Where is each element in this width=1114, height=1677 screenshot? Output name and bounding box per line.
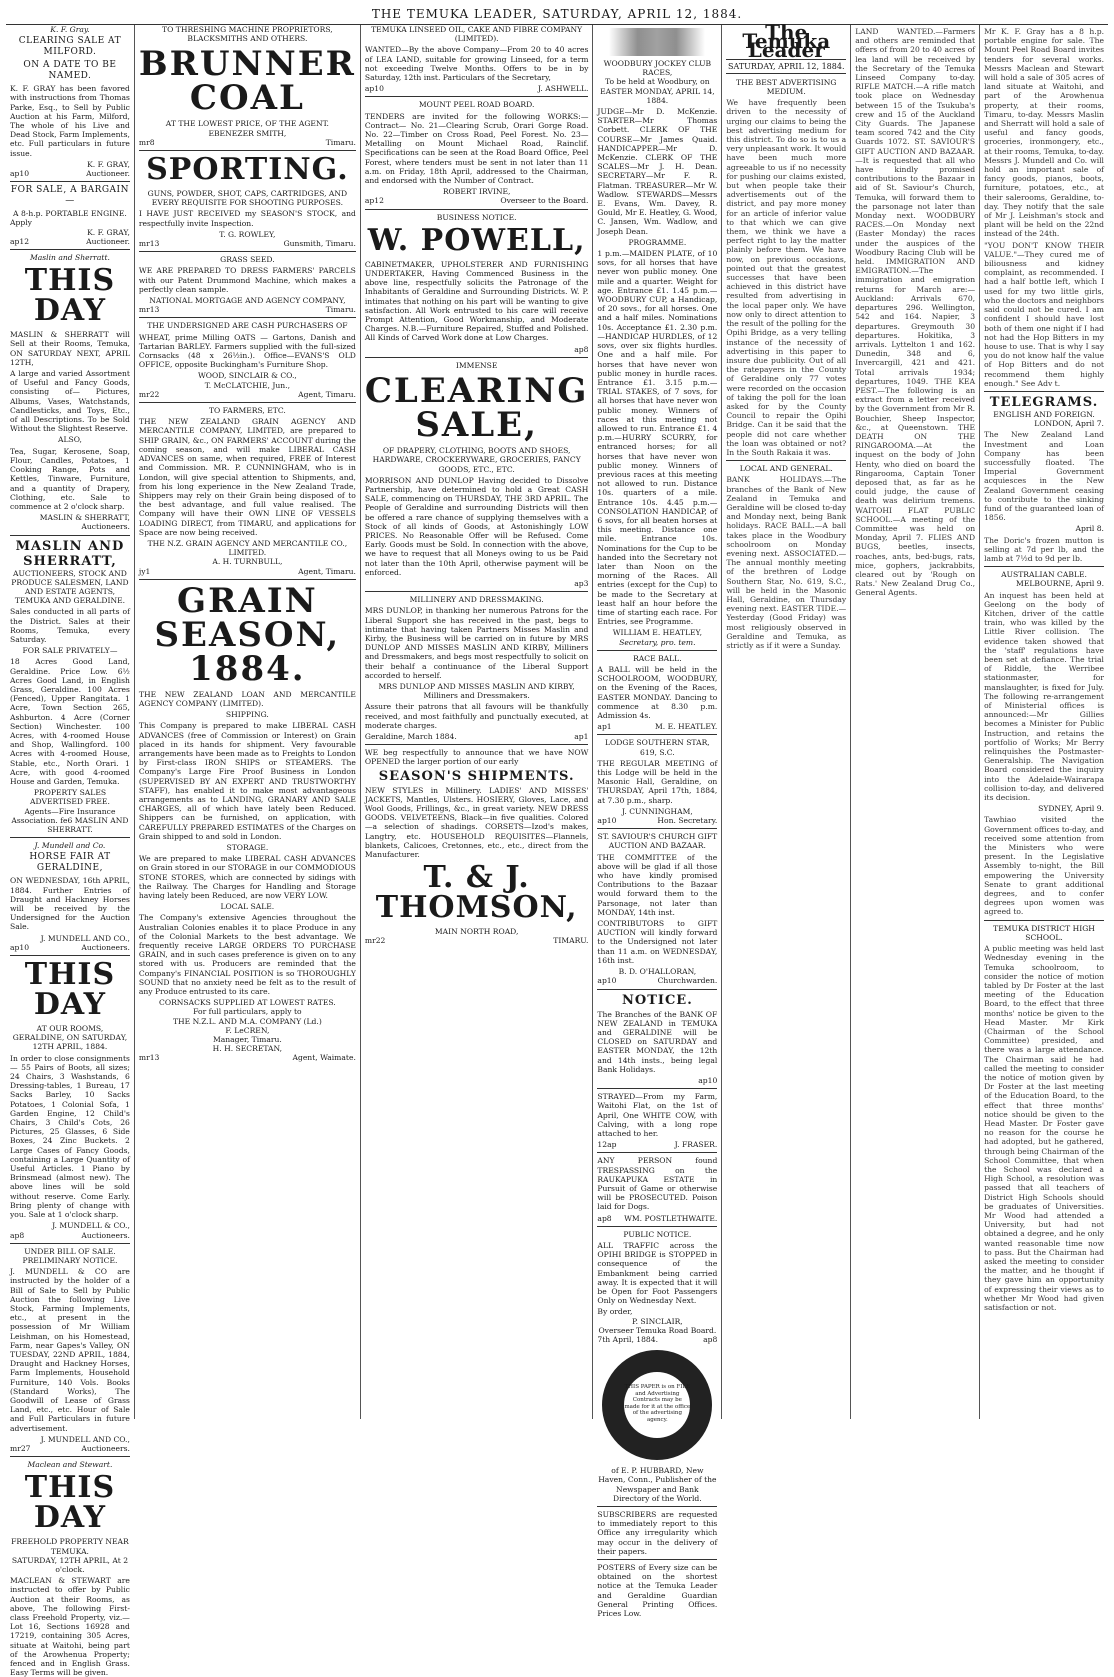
ad-signature: ROBERT IRVINE, <box>442 187 511 197</box>
ad-signature: NATIONAL MORTGAGE AND AGENCY COMPANY, <box>149 296 346 306</box>
ad-date: Geraldine, March 1884. <box>364 731 457 741</box>
ad-list: GUNS, POWDER, SHOT, CAPS, CARTRIDGES, AND EVERY REQUISITE FOR SHOOTING PURPOSES. <box>147 189 348 208</box>
ad-code: 12ap <box>597 1140 617 1150</box>
ad-for-sale: FOR SALE PRIVATELY— <box>22 646 118 656</box>
ad-headline: T. & J. THOMSON, <box>375 860 578 926</box>
ad-body: To be held at Woodbury, on EASTER MONDAY, APRIL 14, 1884. <box>600 77 715 105</box>
article-body: The New Zealand Land Investment and Loan Company has been successfully floated. The Imperial Government acquiesces in the New Zealand Government ceasing to contribute to the sinking fund of the guaranteed loan of 1856. <box>984 430 1104 523</box>
ad-code: ap1 <box>574 731 589 741</box>
ad-lead: MASLIN & SHERRATT will Sell at their Rooms, Temuka, ON SATURDAY NEXT, APRIL 12TH, <box>10 330 130 367</box>
ad-section: SHIPPING. <box>225 710 269 720</box>
ad-headline: CLEARING SALE, <box>364 371 589 446</box>
ad-signature: H. H. SECRETAN, <box>212 1044 283 1054</box>
ad-body: A BALL will be held in the SCHOOLROOM, WOODBURY, on the Evening of the Races, EASTER MONDAY. Dancing to commence at 8.30 p.m. Admission 4s. <box>597 665 718 721</box>
ad-body: We are prepared to make LIBERAL CASH ADVANCES on Grain stored in our STORAGE in our COMMODIOUS STONE STORES, which are connected by sidings with the Railway. The Charges for Handling and Storage having lately been Reduced, are now VERY LOW. <box>138 854 356 900</box>
ad-role: Milliners and Dressmakers. <box>423 691 530 701</box>
ad-date: SATURDAY, 12TH APRIL, At 2 o'clock. <box>11 1555 129 1574</box>
ad-signature: K. F. GRAY, <box>87 159 130 169</box>
advertiser-label: K. F. Gray. <box>50 25 90 34</box>
ad-signature: WILLIAM E. HEATLEY, <box>612 628 702 638</box>
ad-body: Sales conducted in all parts of the District. Sales at their Rooms, Temuka, every Saturday. <box>10 607 130 644</box>
ad-title: THE UNDERSIGNED ARE CASH PURCHASERS OF <box>147 321 348 331</box>
article-body: Tawhiao visited the Government offices to-day, and received some attention from the Ministers who were present. In the Legislative Assembly to-night, the Bill empowering the University Senate to grant additional degrees, and to confer degrees upon women was agreed to. <box>984 815 1104 917</box>
ad-title: MASLIN AND SHERRATT, <box>15 538 125 569</box>
ad-town: TIMARU. <box>553 936 589 946</box>
article-title: TELEGRAMS. <box>989 394 1099 410</box>
column-2 <box>135 25 361 1419</box>
ad-title: NOTICE. <box>621 992 693 1008</box>
article-body: Mr K. F. Gray has a 8 h.p. portable engine for sale. The Mount Peel Road Board invites tenders for several works. Messrs Maclean and Stewart will hold a sale of 305 acres of land situate at Waitohi, and part of the Arowhenua property, at their rooms, Timaru, to-day. Messrs Maslin and Sherratt will hold a sale of useful and fancy goods, groceries, ironmongery, etc., at their rooms, Temuka, to-day. Messrs J. Mundell and Co. will hold an important sale of fancy goods, pianos, boots, furniture, potatoes, etc., at their salerooms, Geraldine, to-day. They notify that the sale of Mr J. Leishman's stock and plant will be held on the 22nd instead of the 24th. <box>984 27 1104 239</box>
ad-body: The Company's extensive Agencies throughout the Australian Colonies enables it to place Produce in any of the Colonial Markets to the best advantage. We frequently receive LARGE ORDERS TO PURCHASE GRAIN, and in such cases preference is given on to any stored with us. Producers are reminded that the Company's FINANCIAL POSITION is so THOROUGHLY SOUND that no anxiety need be felt as to the result of any Produce entrusted to its care. <box>138 913 356 997</box>
article-dateline: LONDON, April 7. <box>1034 419 1104 429</box>
ad-title: GRASS SEED. <box>220 255 275 265</box>
ad-signature: J. MUNDELL AND CO., <box>40 1434 130 1444</box>
ad-headline: GRAIN SEASON, 1884. <box>154 580 341 689</box>
ad-role: Auctioneers. <box>81 522 130 532</box>
ad-headline: SPORTING. <box>146 152 349 188</box>
ad-code: mr13 <box>138 1053 160 1063</box>
ad-signature: MRS DUNLOP AND MISSES MASLIN AND KIRBY, <box>378 681 575 691</box>
ad-code: ap10 <box>10 942 30 952</box>
ad-body: I HAVE JUST RECEIVED my SEASON'S STOCK, and respectfully invite Inspection. <box>138 209 356 228</box>
article-dateline: April 8. <box>1075 524 1104 534</box>
ad-title: TO FARMERS, ETC. <box>208 406 286 416</box>
ad-signature: J. ASHWELL. <box>537 84 589 94</box>
ad-place: TEMUKA AND GERALDINE. <box>14 596 126 606</box>
ad-body: 1 p.m.—MAIDEN PLATE, of 10 sovs, for all horses that have never won public money. One mile and a quarter. Weight for age. Entrance £1. 1.45 p.m.—WOODBURY CUP, a Handicap, of 20 sovs., for all horses. One and a half miles. Nominations 10s. Acceptance £1. 2.30 p.m.—HANDICAP HURDLES, of 12 sovs, over six flights hurdles. One and a half mile. For horses that have never won public money in hurdle races. Entrance £1. 3.15 p.m.—TRIAL STAKES, of 7 sovs, for all horses that have never won public money. Winners of races at this meeting not allowed to run. Entrance £1. 4 p.m.—HURRY SCURRY, for entranced horses; for all horses that have never won public money. Winners of previous races at this meeting not allowed to run. Distance 10s. quarters of a mile. Entrance 10s. 4.45 p.m.—CONSOLATION HANDICAP, of 6 sovs, for all beaten horses at this meeting. Distance one mile. Entrance 10s. Nominations for the Cup to be handed into the Secretary not later than Noon on the morning of the Races. All entries (except for the Cup) to be made to the Secretary at least half an hour before the time of starting each race. For Entries, see Programme. <box>597 249 718 627</box>
advertising-agency-seal-image <box>602 1350 712 1460</box>
ad-place: MAIN NORTH ROAD, <box>434 927 519 937</box>
ad-signature: M. E. HEATLEY. <box>655 722 718 732</box>
ad-place: Agent, Timaru. <box>298 389 356 399</box>
ad-role: Overseer Temuka Road Board. <box>598 1325 717 1335</box>
ad-code: ap10 <box>364 84 384 94</box>
article-body: A public meeting was held last Wednesday evening in the Temuka schoolroom, to consider the notice of motion tabled by Dr Foster at the last meeting of the Education Board, to the effect that three months' notice be given to the Head Master. Mr Kirk (Chairman of the School Committee) presided, and there was a large attendance. The Chairman said he had called the meeting to consider the notice of motion given by Dr Foster at the last meeting of the Education Board, to the effect that three months' notice should be given to the Head Master. Dr Foster gave no reason for the course he had adopted, but he gathered, through being Chairman of the School Committee, that when the School was declared a High School, a resolution was passed that all teachers of District High Schools should be graduates of Universities. Mr Wood had attended a University, but had not obtained a degree, and he only wanted reasonable time now to pass. But the Chairman had asked the meeting to consider the matter, and he thought if they gave him an opportunity of expressing their views as to whether Mr Wood had given satisfaction or not. <box>984 944 1104 1313</box>
advertiser-label: Maclean and Stewart. <box>27 1460 113 1470</box>
ad-title: CLEARING SALE AT MILFORD. <box>18 36 122 58</box>
ad-top: TO THRESHING MACHINE PROPRIETORS, BLACKSMITHS AND OTHERS. <box>162 25 333 44</box>
ad-signature: THE N.Z.L. AND M.A. COMPANY (Ld.) <box>172 1016 322 1026</box>
ad-code: ap12 <box>10 236 30 246</box>
ad-body: TENDERS are invited for the following WORKS:— Contract— No. 21—Clearing Scrub, Orari Gorge Road. No. 22—Timber on Cross Road, Peel Forest. No. 23—Metalling on Mount Michael Road, Rainclif. Specifications can be seen at the Road Board Office, Peel Forest, where tenders must be sent in not later than 11 a.m. on Friday, 18th April, addressed to the Chairman, and endorsed with the Number of Contract. <box>364 111 589 186</box>
ad-body: WANTED—By the above Company—From 20 to 40 acres of LEA LAND, suitable for growing Linseed, for a term not exceeding Twelve Months. Offers to be in by Saturday, 12th inst. Particulars of the Secretary, <box>364 45 589 83</box>
ad-code: ap3 <box>574 578 589 588</box>
ad-apply: For full particulars, apply to <box>193 1007 302 1017</box>
column-3 <box>361 25 594 1419</box>
ad-code: ap8 <box>597 1213 612 1223</box>
ad-body: WE beg respectfully to announce that we have NOW OPENED the larger portion of our early <box>364 748 589 767</box>
ad-cornsacks: CORNSACKS SUPPLIED AT LOWEST RATES. <box>159 998 336 1008</box>
ad-title: FOR SALE, A BARGAIN— <box>10 185 129 207</box>
ad-role: Hon. Secretary. <box>657 816 718 826</box>
ad-body: WHEAT, prime Milling OATS — Gartons, Danish and Tartarian BARLEY. Farmers supplied with the full-sized Cornsacks (48 x 26½in.). Office—EVANS'S OLD OFFICE, opposite Buckingham's Furniture Shop. <box>138 332 356 370</box>
ad-title: TEMUKA LINSEED OIL, CAKE AND FIBRE COMPANY (LIMITED). <box>371 25 583 44</box>
ad-title: MILLINERY AND DRESSMAKING. <box>409 595 544 605</box>
ad-code: mr13 <box>138 305 160 315</box>
column-7 <box>980 25 1108 1419</box>
ad-subtitle: OF DRAPERY, CLOTHING, BOOTS AND SHOES, HARDWARE, CROCKERYWARE, GROCERIES, FANCY GOODS, ETC., ETC. <box>372 446 581 474</box>
column-1 <box>6 25 135 1677</box>
article-title: TEMUKA DISTRICT HIGH SCHOOL. <box>993 923 1095 942</box>
ad-body: MACLEAN & STEWART are instructed to offer by Public Auction at their Rooms, as above, The following First-class Freehold Property, viz.— Lot 16, Sections 16928 and 17219, containing 305 Acres, situate at Waitohi, being part of the Arowhenua Property; fenced and in English Grass. Easy Terms will be given. <box>10 1576 130 1677</box>
ad-subtitle: AT THE LOWEST PRICE, OF THE AGENT. <box>165 119 329 129</box>
ad-body: A 8-h.p. PORTABLE ENGINE. <box>13 209 127 219</box>
ad-code: ap10 <box>597 816 617 826</box>
ad-signature: WOOD, SINCLAIR & CO., <box>197 371 297 381</box>
ad-body: Assure their patrons that all favours will be thankfully received, and most faithfully and punctually executed, at moderate charges. <box>364 702 589 730</box>
ad-body: STRAYED—From my Farm, Waitohi Flat, on the 1st of April, One WHITE COW, with Calving, with a long rope attached to her. <box>597 1092 718 1138</box>
ad-place: Timaru. <box>325 137 356 147</box>
ad-signature: J. FRASER. <box>674 1140 718 1150</box>
ad-code: ap8 <box>703 1335 718 1344</box>
ad-body: WE ARE PREPARED TO DRESS FARMERS' PARCELS with our Patent Drummond Machine, which makes a perfectly clean sample. <box>138 266 356 294</box>
ad-section: LOCAL SALE. <box>220 902 275 912</box>
ad-place: Agent, Waimate. <box>292 1053 356 1063</box>
ad-signature: J. CUNNINGHAM, <box>621 806 693 816</box>
seal-credit: of E. P. HUBBARD, New Haven, Conn., Publisher of the Newspaper and Bank Directory of the World. <box>598 1466 717 1503</box>
ad-body: THE COMMITTEE of the above will be glad if all those who have kindly promised Contributions to the Bazaar would forward them to the Parsonage, not later than MONDAY, 14th inst. <box>597 852 718 917</box>
ad-title: FREEHOLD PROPERTY NEAR TEMUKA. <box>11 1537 129 1556</box>
article-body: LAND WANTED.—Farmers and others are reminded that offers of from 20 to 40 acres of lea land will be received by the Secretary of the Temuka Linseed Company to-day. RIFLE MATCH.—A rifle match took place on Wednesday between 15 of the Tsukuba's crew and 15 of the Auckland City Guards. The Japanese team scored 742 and the City Guards 1072. ST. SAVIOUR'S GIFT AUCTION AND BAZAAR.—It is requested that all who have kindly promised contributions to the Bazaar in aid of St. Saviour's Church, Temuka, will forward them to the parsonage not later than Monday next. WOODBURY RACES.—On Monday next (Easter Monday) the races under the auspices of the Woodbury Racing Club will be held. IMMIGRATION AND EMIGRATION.—The immigration and emigration returns for March are:—Auckland: Arrivals 670, departures 296. Wellington, 542 and 164. Napier, 3 departures. Greymouth 30 departures. Hokitika, 3 arrivals. Lyttelton 1 and 162. Dunedin, 348 and 6, Invercargill, 421 and 421. Total arrivals 1934; departures, 1049. THE KEA PEST.—The following is an extract from a letter received by the Government from Mr R. Bouchier, Sheep Inspector, &c., at Queenstown. THE DEATH ON THE RINGAROOMA.—At the inquest on the body of John Henty, who died on board the Ringarooma, Captain Toner deposed that, as far as he could judge, the cause of death was delirium tremens. WAITOHI FLAT PUBLIC SCHOOL.—A meeting of the Committee was held on Monday, April 7. FLIES AND BUGS, beetles, insects, roaches, ants, bed-bugs, rats, mice, gophers, jackrabbits, cleared out by 'Rough on Rats.' New Zealand Drug Co., General Agents. <box>855 27 976 598</box>
ad-body: ANY PERSON found TRESPASSING on the RAUKAPUKA ESTATE in Pursuit of Game or otherwise will be PROSECUTED. Poison laid for Dogs. <box>597 1156 718 1212</box>
ad-headline: THIS DAY <box>24 263 116 329</box>
article-body: The Doric's frozen mutton is selling at 7d per lb, and the lamb at 7½d to 9d per lb. <box>984 535 1104 563</box>
ad-code: ap12 <box>364 196 384 206</box>
ad-role: Auctioneer. <box>86 236 130 246</box>
racing-emblem-image <box>609 28 705 56</box>
ad-code: mr27 <box>10 1443 31 1453</box>
ad-body: SUBSCRIBERS are requested to immediately report to this Office any irregularity which may occur in the delivery of their papers. <box>597 1510 718 1556</box>
ad-place: Timaru. <box>325 305 356 315</box>
ad-body: CABINETMAKER, UPHOLSTERER AND FURNISHING UNDERTAKER, Having Commenced Business in the above line, respectfully solicits the Patronage of the Inhabitants of Geraldine and Surrounding Districts. W. P. intimates that nothing on his part will be wanting to give satisfaction. All Work entrusted to his care will receive Prompt Attention, Good Workmanship, and Moderate Charges. N.B.—Furniture Repaired, Stuffed and Polished. All Kinds of Carved Work done at Low Charges. <box>364 259 589 343</box>
ad-signature: P. SINCLAIR, <box>632 1316 683 1326</box>
ad-code: jy1 <box>138 566 151 576</box>
ad-signature: MASLIN & SHERRATT, <box>39 513 130 523</box>
ad-list: 18 Acres Good Land, Geraldine. Price Low. 6½ Acres Good Land, in English Grass, Geraldine. 100 Acres (Fenced), Upper Rangitata. 1 Acre, Town Section 265, Ashburton. 4 Acre (Corner Section) Winchester. 100 Acres, with 4-roomed House and Shop, Wallingford. 100 Acres with 4-roomed House, Stable, etc., North Orari. 1 Acre, with good 4-roomed House and Garden, Temuka. <box>10 657 130 786</box>
ad-signature: K. F. GRAY, <box>87 227 130 237</box>
ad-headline: THIS DAY <box>24 1470 116 1536</box>
ad-code: ap8 <box>10 1230 25 1240</box>
ad-section: STORAGE. <box>226 842 269 852</box>
ad-code: mr22 <box>364 936 386 946</box>
ad-body: A large and varied Assortment of Useful and Fancy Goods, consisting of— Pictures, Albums, Vases, Watchstands, Candlesticks, and Toys, Etc., of all Descriptions. To be Sold Without the Slightest Reserve. <box>10 369 130 434</box>
ad-body: THE REGULAR MEETING of this Lodge will be held in the Masonic Hall, Geraldine, on THURSDAY, April 17th, 1884, at 7.30 p.m., sharp. <box>597 758 718 805</box>
ad-body: Tea, Sugar, Kerosene, Soap, Flour, Candles, Potatoes, 1 Cooking Range, Pots and Kettles, Tinware, Furniture, and a quantity of Drapery, Clothing, etc. Sale to commence at 2 o'clock sharp. <box>10 446 130 511</box>
ad-code: ap8 <box>574 344 589 354</box>
ad-apply: Apply <box>10 218 32 228</box>
article-quote: "YOU DON'T KNOW THEIR VALUE."—They cured me of biliousness and kidney complaint, as recommended. I had a half bottle left, which I used for my two little girls, who the doctors and neighbors said could not be cured. I am confident I should have lost both of them one night if I had not had the Hop Bitters in my house to use. That is why I say you do not know half the value of Hop Bitters and do not recommend them highly enough." See Adv t. <box>984 240 1104 388</box>
ad-code: mr13 <box>138 239 160 249</box>
ad-signature: T. G. ROWLEY, <box>219 229 276 239</box>
ad-role: Overseer to the Board. <box>500 196 589 206</box>
ad-code: ap1 <box>597 722 612 732</box>
article-body: BANK HOLIDAYS.—The branches of the Bank of New Zealand in Temuka and Geraldine will be closed to-day and Monday next, being Bank holidays. RACE BALL.—A ball takes place in the Woodbury schoolroom on Monday evening next. ASSOCIATED.—The annual monthly meeting of the brethren of Lodge Southern Star, No. 619, S.C., will be held in the Masonic Hall, Geraldine, on Thursday evening next. EASTER TIDE.—Yesterday (Good Friday) was most religiously observed in Geraldine and Temuka, as strictly as if it were a Sunday. <box>726 475 847 650</box>
ad-subtitle: AUCTIONEERS, STOCK AND PRODUCE SALESMEN, LAND AND ESTATE AGENTS, <box>11 568 129 596</box>
ad-signature: THE N.Z. GRAIN AGENCY AND MERCANTILE CO., LIMITED. <box>147 538 348 558</box>
ad-code: mr22 <box>138 389 160 399</box>
ad-code: ap10 <box>10 169 30 179</box>
ad-headline: W. POWELL, <box>367 222 586 258</box>
ad-title: PUBLIC NOTICE. <box>623 1229 692 1239</box>
ad-body: In order to close consignments— 55 Pairs of Boots, all sizes; 24 Chairs, 3 Washstands, 6 Dressing-tables, 1 Bureau, 17 Sacks Barley, 10 Sacks Potatoes, 1 Colonial Sofa, 1 Garden Engine, 12 Child's Chairs, 3 Child's Cots, 26 Pictures, 25 Glasses, 6 Side Boxes, 24 Zinc Buckets. 2 Large Cases of Fancy Goods, containing a Large Quantity of Useful Articles. 1 Piano by Brinsmead (almost new). The above lines will be sold without reserve. Come Early. Bring plenty of change with you. Sale at 1 o'clock sharp. <box>10 1053 130 1220</box>
masthead: THE TEMUKA LEADER, SATURDAY, APRIL 12, 1884. <box>6 4 1108 25</box>
article-title: LOCAL AND GENERAL. <box>739 464 833 474</box>
article-body: An inquest has been held at Geelong on the body of Kitchen, driver of the cattle train, who was killed by the Little River collision. The evidence taken showed that the 'staff' regulations have been set at defiance. The trial of Riddle, the Werribee stationmaster, for manslaughter, is fixed for July. The following re-arrangement of Ministerial offices is announced:—Mr Gillies becomes a Minister for Public Instruction, and retains the portfolio of Works; Mr Berry relinquishes the Postmaster-Generalship. The Navigation Board considered the inquiry into the Adelaide-Wairarapa collision to-day, and delivered its decision. <box>984 590 1104 803</box>
ad-code: ap10 <box>698 1075 718 1085</box>
ad-also: ALSO, <box>57 435 82 445</box>
ad-body: MRS DUNLOP, in thanking her numerous Patrons for the Liberal Support she has received in the past, begs to intimate that having taken Partners Misses Maslin and Kirby, the Business will be carried on in future by MRS DUNLOP AND MISSES MASLIN AND KIRBY, Milliners and Dressmakers, and begs most respectfully to solicit on their behalf a continuance of the Liberal Support accorded to herself. <box>364 606 589 680</box>
ad-signature: WM. POSTLETHWAITE. <box>624 1213 718 1223</box>
ad-signature: F. LeCREN, <box>225 1025 270 1035</box>
column-6 <box>851 25 980 1419</box>
ad-lead: AT OUR ROOMS, GERALDINE, ON SATURDAY, 12TH APRIL, 1884. <box>12 1024 128 1052</box>
newspaper-title: The Temuka Leader <box>742 20 831 63</box>
ad-signature: J. MUNDELL & CO., <box>52 1221 130 1231</box>
ad-place: Gunsmith, Timaru. <box>283 239 356 249</box>
ad-code: ap10 <box>597 976 617 986</box>
ad-body: The Branches of the BANK OF NEW ZEALAND in TEMUKA and GERALDINE will be CLOSED on SATURDAY and EASTER MONDAY, the 12th and 14th insts., being legal Bank Holidays. <box>597 1009 718 1074</box>
ad-section: PROGRAMME. <box>628 237 687 247</box>
ad-title: IMMENSE <box>455 360 498 370</box>
article-title: AUSTRALIAN CABLE. <box>1001 570 1087 580</box>
ad-signature: T. McCLATCHIE, Jun., <box>204 380 290 390</box>
ad-property: PROPERTY SALES ADVERTISED FREE. <box>30 788 110 807</box>
ad-headline: BRUNNER COAL <box>138 44 356 119</box>
ad-signature: J. MUNDELL AND CO., <box>40 933 130 943</box>
article-title: THE BEST ADVERTISING MEDIUM. <box>736 77 837 97</box>
ad-body: ON WEDNESDAY, 16th APRIL, 1884. Further Entries of Draught and Hackney Horses will be received by the Undersigned for the Auction Sale. <box>10 876 130 932</box>
ad-body: CONTRIBUTORS to GIFT AUCTION will kindly forward to the Undersigned not later than 11 a.m. on WEDNESDAY, 16th inst. <box>597 919 718 965</box>
ad-role: Auctioneers. <box>81 1443 130 1453</box>
advertiser-label: J. Mundell and Co. <box>34 841 106 851</box>
ad-signature: EBENEZER SMITH, <box>208 128 287 138</box>
seal-text: THIS PAPER is on FILE and Advertising Contracts may be made for it at the office of the advertising agency. <box>624 1372 690 1438</box>
ad-officials: JUDGE—Mr D. McKenzie. STARTER—Mr Thomas Corbett. CLERK OF THE COURSE—Mr James Quaid. HANDICAPPER—Mr D. McKenzie. CLERK OF THE SCALES—Mr J. H. Dean. SECRETARY—Mr F. R. Flatman. TREASURER—Mr W. Wadlow. STEWARDS—Messrs E. Evans, Wm. Davey, R. Gould, Mr E. Heatley, G. Wood, C. Jansen, Wm. Wadlow, and Joseph Dean. <box>597 107 718 236</box>
column-5 <box>722 20 851 1419</box>
ad-body: K. F. GRAY has been favored with instructions from Thomas Parke, Esq., to Sell by Public Auction at his Farm, Milford, The whole of his Live and Dead Stock, Farm Implements, etc. Full particulars in future issue. <box>10 84 130 158</box>
advertiser-label: Maslin and Sherratt. <box>29 253 110 263</box>
article-body: We have frequently been driven to the necessity of urging our claims to being the best advertising medium for this district. To do so is to us a very unpleasant work. It would have been much more agreeable to us if no necessity for pushing our claims existed, but when people take their advertisements out of the district, and pay more money for an article of inferior value to that which we can give them, we think we have a perfect right to lay the matter plainly before them. We have now, on previous occasions, pointed out that the greatest successes that have been achieved in this district have resulted from advertising in the local paper only. We have now only to direct attention to the result of the polling for the Opihi Bridge, as a very telling instance of the necessity of advertising in this paper to insure due publicity. Out of all the ratepayers in the County of Geraldine only 77 votes were recorded on the occasion of taking the poll for the loan asked for by the County Council to repair the Opihi Bridge. Can it be said that the people did not care whether the loan was obtained or not? In the South Rakaia it was. <box>726 98 847 457</box>
ad-body: ALL TRAFFIC across the OPIHI BRIDGE is STOPPED in consequence of the Embankment being carried away. It is expected that it will be Open for Foot Passengers Only on Wednesday Next. <box>597 1240 718 1306</box>
ad-role: Churchwarden. <box>657 976 718 986</box>
ad-subtitle: PRELIMINARY NOTICE. <box>22 1255 118 1265</box>
ad-role: Manager, Timaru. <box>212 1035 282 1045</box>
ad-code: mr8 <box>138 137 155 147</box>
ad-agents: Agents—Fire Insurance Association. fe6 MASLIN AND SHERRATT. <box>11 806 129 834</box>
ad-title: UNDER BILL OF SALE. <box>24 1246 116 1256</box>
ad-signature: A. H. TURNBULL, <box>212 557 283 567</box>
ad-subtitle: ON A DATE TO BE NAMED. <box>23 60 117 82</box>
ad-body: MORRISON AND DUNLOP Having decided to Dissolve Partnership, have determined to hold a Great CASH SALE, commencing on THURSDAY, THE 3RD APRIL. The People of Geraldine and surrounding Districts will then be offered a rare chance of supplying themselves with a Stock of all kinds of Goods, at Astonishingly LOW PRICES. No Reasonable Offer will be Refused. Come Early. Goods must be Sold. In connection with the above, we have to request that all Moneys owing to us be Paid not later than the 10th April, otherwise payment will be enforced. <box>364 475 589 577</box>
ad-list: NEW STYLES in Millinery. LADIES' AND MISSES' JACKETS, Mantles, Ulsters. HOSIERY, Gloves, Lace, and Wool Goods, Frillings, &c., in great variety. NEW DRESS GOODS. VELVETEENS, Black—in five qualities. Colored—a selection of shadings. CORSETS—Izod's makes, Langtry, etc. HOUSEHOLD REQUISITES—Flannels, blankets, Calicoes, Cretonnes, etc., etc., direct from the Manufacturer. <box>364 785 589 860</box>
ad-headline: THIS DAY <box>24 957 116 1023</box>
ad-role: Secretary, pro. tem. <box>619 637 696 647</box>
ad-title: BUSINESS NOTICE. <box>436 212 517 222</box>
ad-title: MOUNT PEEL ROAD BOARD. <box>418 100 535 110</box>
issue-date: SATURDAY, APRIL 12, 1884. <box>726 59 846 74</box>
article-subtitle: ENGLISH AND FOREIGN. <box>993 409 1095 419</box>
ad-body: This Company is prepared to make LIBERAL CASH ADVANCES (free of Commission or Interest) on Grain placed in its hands for shipment. Very favourable arrangements have been made as to Freights to London by First-class IRON SHIPS or STEAMERS. The Company's Large Fire Proof Business in London (SUPERVISED BY AN EXPERT AND TRUSTWORTHY STAFF), has enabled it to make most advantageous arrangements as to LANDING, GRANARY AND SALE CHARGES, all of which have lately been Reduced. Shippers can be furnished, on application, with CAREFULLY PREPARED ESTIMATES of the Charges on Grain shipped to and sold in London. <box>138 721 356 841</box>
ad-title: ST. SAVIOUR'S CHURCH GIFT AUCTION AND BAZAAR. <box>597 832 718 851</box>
ad-role: Auctioneers. <box>81 1230 130 1240</box>
ad-date: 7th April, 1884. <box>597 1335 659 1344</box>
ad-body: J. MUNDELL & CO are instructed by the holder of a Bill of Sale to Sell by Public Auction the following Live Stock, Farming Implements, etc., at present in the possession of Mr William Leishman, on his Homestead, Farm, near Gapes's Valley, ON TUESDAY, 22ND APRIL, 1884, Draught and Hackney Horses, Farm Implements, Household Furniture, 140 Vols. Books (Standard Works), The Goodwill of Lease of Grass Land, etc., etc. Hour of Sale and Full Particulars in future advertisement. <box>10 1267 130 1433</box>
column-4 <box>593 25 722 1619</box>
ad-signature: B. D. O'HALLORAN, <box>618 967 697 977</box>
ad-title: HORSE FAIR AT GERALDINE, <box>29 852 111 874</box>
ad-headline: SEASON'S SHIPMENTS. <box>378 768 575 784</box>
article-dateline: SYDNEY, April 9. <box>1038 804 1104 814</box>
ad-body: POSTERS of Every size can be obtained on the shortest notice at the Temuka Leader and Geraldine Guardian General Printing Offices. Prices Low. <box>597 1563 718 1619</box>
ad-body: THE NEW ZEALAND LOAN AND MERCANTILE AGENCY COMPANY (LIMITED). <box>138 689 356 708</box>
ad-title: WOODBURY JOCKEY CLUB RACES, <box>603 59 712 78</box>
columns <box>6 20 1108 1677</box>
ad-title: RACE BALL. <box>633 653 682 663</box>
ad-role: Auctioneer. <box>86 169 130 179</box>
ad-title: LODGE SOUTHERN STAR, 619, S.C. <box>605 738 710 757</box>
ad-body: THE NEW ZEALAND GRAIN AGENCY AND MERCANTILE COMPANY, LIMITED, are prepared to SHIP GRAIN, &c., ON FARMERS' ACCOUNT during the coming season, and will make LIBERAL CASH ADVANCES on same, when required, FREE of Interest and Commission. MR. P. CUNNINGHAM, who is in London, will give special attention to Shipments, and, from his long experience in the New Zealand Trade, Shippers may rely on their Grain being disposed of to the best advantage, and full value realised. The Company will have their OWN LINE OF VESSELS LOADING DIRECT, from TIMARU, and applications for Space are now being received. <box>138 417 356 537</box>
ad-by: By order, <box>597 1307 633 1317</box>
article-dateline: MELBOURNE, April 9. <box>1016 579 1104 589</box>
ad-place: Agent, Timaru. <box>298 566 356 576</box>
ad-role: Auctioneers. <box>81 942 130 952</box>
